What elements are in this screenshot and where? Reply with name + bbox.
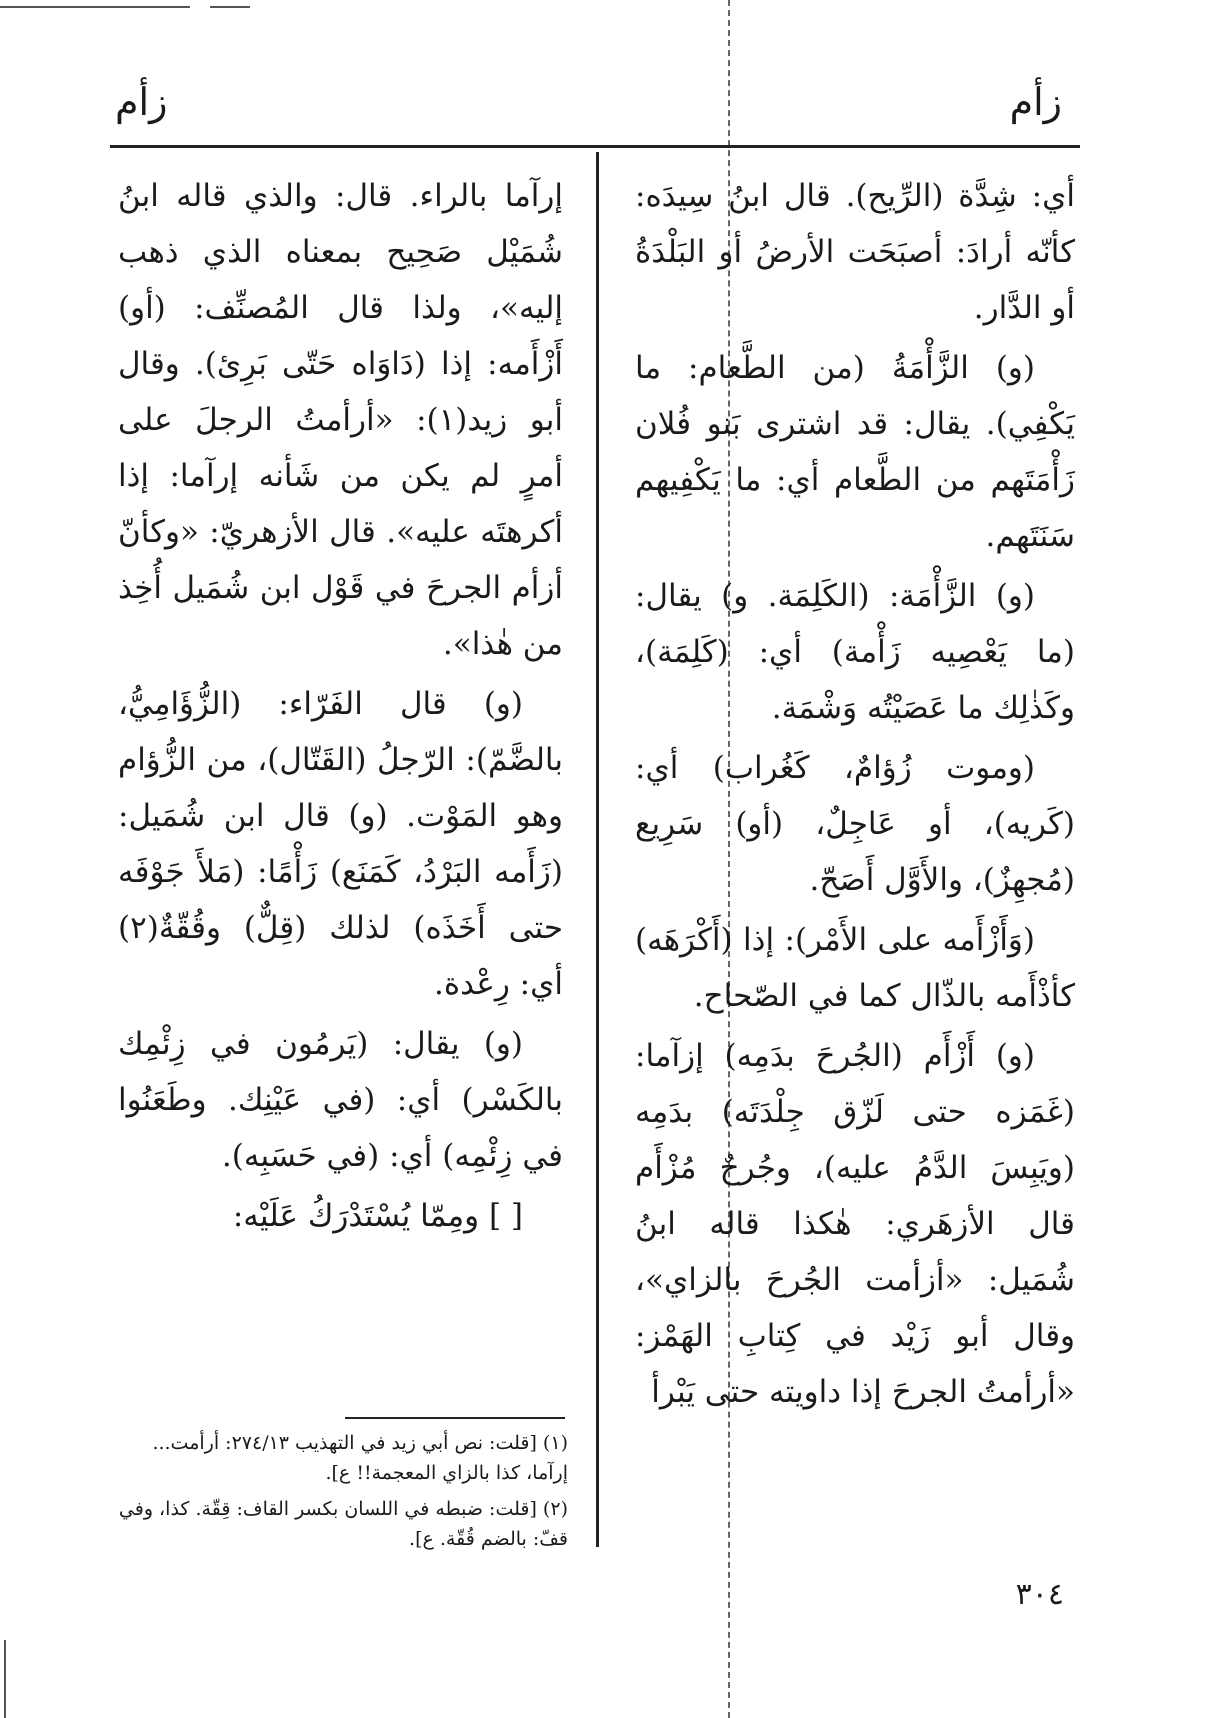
right-column	[635, 168, 1075, 1424]
entry-paragraph: إرآما بالراء. قال: والذي قاله ابنُ شُمَيْل صَحِيح بمعناه الذي ذهب إليه»، ولذا قال المُصنِّف: (أو) أَزْأَمه: إذا (دَاوَاه حَتّى بَرِئ). وقال أبو زيد(١): «أرأمتُ الرجلَ على أمرٍ لم يكن من شَأنه إرآما: إذا أكرهتَه عليه». قال الأزهريّ: «وكأنّ أزأم الجرحَ في قَوْل ابن شُمَيل أُخِذ من هٰذا».	[118, 178, 563, 662]
entry-paragraph: (و) أَزْأَم (الجُرحَ بدَمِه) إزآما: (غَمَزه حتى لَزّق جِلْدَتَه) بدَمِه (ويَبِسَ الدَّمُ عليه)، وجُرحٌ مُزْأَم قال الأزهَري: هٰكذا قاله ابنُ شُمَيل: «أزأمت الجُرحَ بالزاي»، وقال أبو زَيْد في كِتابِ الهَمْز: «أرأمتُ الجرحَ إذا داويته حتى يَبْرأ	[635, 1038, 1075, 1410]
column-divider	[596, 152, 599, 1547]
footnotes	[118, 1428, 568, 1560]
page-number: ٣٠٤	[1015, 1577, 1064, 1612]
entry-paragraph: (وَأَزْأَمه على الأَمْر): إذا (أَكْرَهَه) كأذْأَمه بالذّال كما في الصّحاح.	[635, 922, 1075, 1014]
entry-paragraph: أي: شِدَّة (الرِّيح). قال ابنُ سِيدَه: كأنّه أرادَ: أصبَحَت الأرضُ أو البَلْدَةُ أو الدَّار.	[635, 178, 1075, 326]
entry-paragraph: (و) الزَّأْمَةُ (من الطَّعام: ما يَكْفِي). يقال: قد اشترى بَنو فُلان زَأْمَتَهم من الطَّعام أي: ما يَكْفِيهم سَنَتَهم.	[635, 350, 1075, 554]
left-column	[118, 168, 563, 1248]
footnote-1: (١) [قلت: نص أبي زيد في التهذيب ٢٧٤/١٣: أرأمت... إرآما، كذا بالزاي المعجمة!! ع].	[152, 1432, 568, 1484]
entry-paragraph: (و) الزَّأْمَة: (الكَلِمَة. و) يقال: (ما يَعْصِيه زَأْمة) أي: (كَلِمَة)، وكَذٰلِك ما عَصَيْتُه وَشْمَة.	[635, 578, 1075, 726]
running-header-left: زأم	[115, 80, 168, 124]
header-rule	[110, 145, 1080, 148]
footnote-2: (٢) [قلت: ضبطه في اللسان بكسر القاف: قِقّة. كذا، وفي قفّ: بالضم قُقّة. ع].	[118, 1498, 568, 1550]
entry-paragraph: (و) يقال: (يَرمُون في زِئْمِك بالكَسْر) أي: (في عَيْنِك. وطَعَنُوا في زِئْمِه) أي: (في حَسَبِه).	[118, 1026, 563, 1174]
entry-paragraph: (وموت زُؤامٌ، كَغُراب) أي: (كَريه)، أو عَاجِلٌ، (أو) سَرِيع (مُجهِزٌ)، والأَوَّل أَصَحّ.	[635, 750, 1075, 898]
scan-artifact-top-line	[0, 6, 190, 8]
scan-artifact-top-line	[210, 6, 250, 8]
entry-paragraph: (و) قال الفَرّاء: (الزُّؤَامِيُّ، بالضَّمّ): الرّجلُ (القَتّال)، من الزُّؤام وهو المَوْت. (و) قال ابن شُمَيل: (زَأَمه البَرْدُ، كَمَنَع) زَأْمًا: (مَلأَ جَوْفَه حتى أَخَذَه) لذلك (قِلٌّ) وقُقّةٌ(٢) أي: رِعْدة.	[118, 686, 563, 1002]
running-header-right: زأم	[1009, 80, 1062, 124]
supplement-heading: [ ] ومِمّا يُسْتَدْرَكُ عَلَيْه:	[232, 1198, 523, 1234]
scan-artifact-edge	[4, 1640, 6, 1718]
footnote-rule	[345, 1417, 565, 1419]
